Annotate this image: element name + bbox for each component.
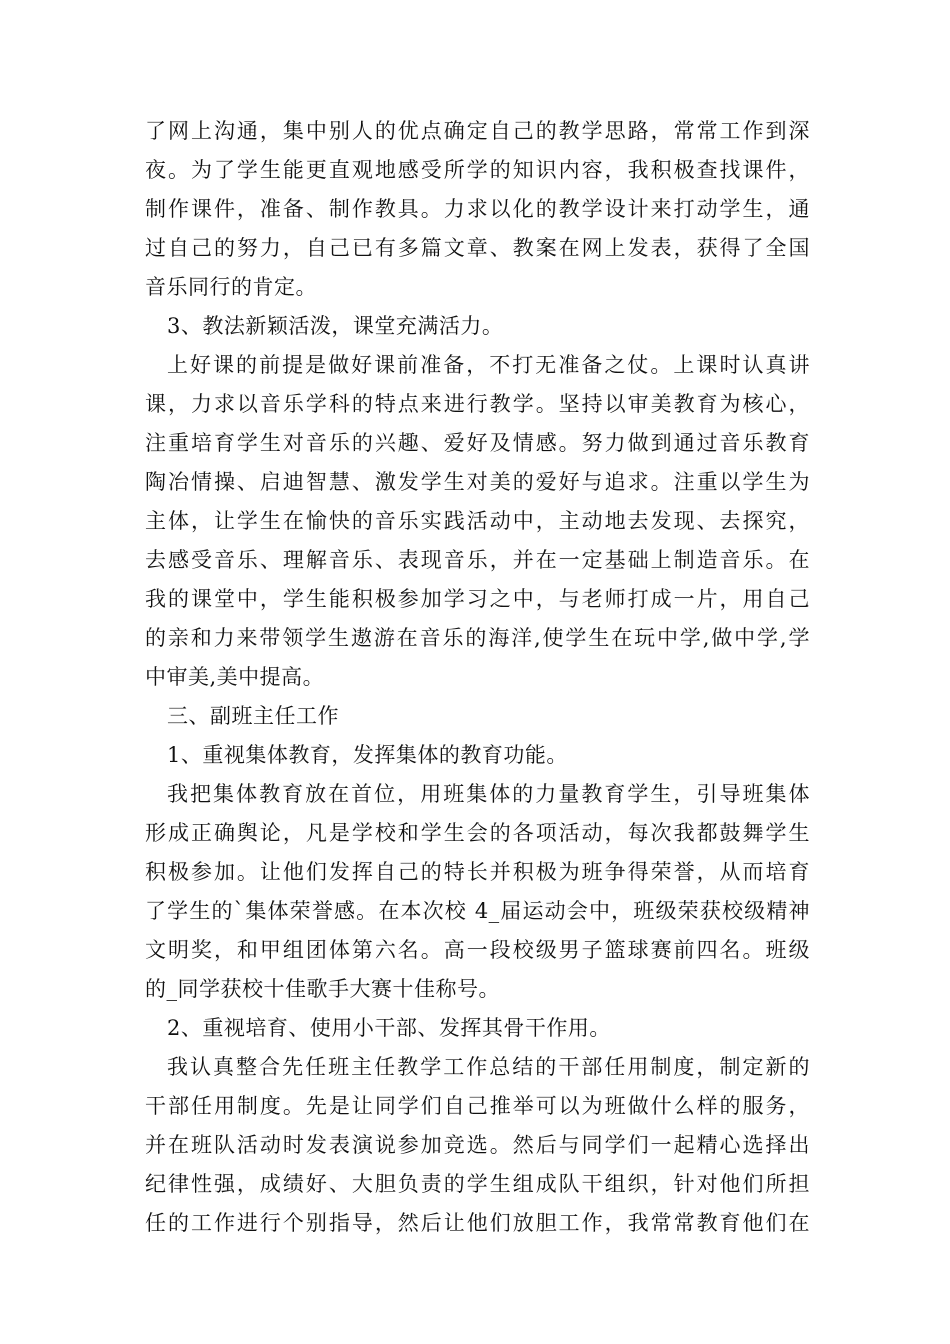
section-heading: 3、教法新颖活泼，课堂充满活力。 — [167, 314, 504, 338]
text-line: 纪律性强，成绩好、大胆负责的学生组成队干组织，针对他们所担 — [145, 1172, 810, 1196]
text-line: 我认真整合先任班主任教学工作总结的干部任用制度，制定新的 — [167, 1055, 810, 1079]
text-line: 陶冶情操、启迪智慧、激发学生对美的爱好与追求。注重以学生为 — [145, 470, 810, 494]
text-line: 注重培育学生对音乐的兴趣、爱好及情感。努力做到通过音乐教育 — [145, 431, 810, 455]
text-line: 文明奖，和甲组团体第六名。高一段校级男子篮球赛前四名。班级 — [145, 938, 810, 962]
text-line: 了学生的`集体荣誉感。在本次校 4_届运动会中，班级荣获校级精神 — [145, 899, 810, 923]
text-line: 我的课堂中，学生能积极参加学习之中，与老师打成一片，用自己 — [145, 587, 810, 611]
document-body — [145, 112, 810, 1243]
text-line: 夜。为了学生能更直观地感受所学的知识内容，我积极查找课件， — [145, 158, 810, 182]
text-line: 上好课的前提是做好课前准备，不打无准备之仗。上课时认真讲 — [167, 353, 810, 377]
text-line: 中审美,美中提高。 — [145, 665, 325, 689]
section-heading: 三、副班主任工作 — [167, 704, 339, 728]
text-line: 任的工作进行个别指导，然后让他们放胆工作，我常常教育他们在 — [145, 1211, 810, 1235]
text-line: 过自己的努力，自己已有多篇文章、教案在网上发表，获得了全国 — [145, 236, 810, 260]
text-line: 的亲和力来带领学生遨游在音乐的海洋,使学生在玩中学,做中学,学 — [145, 626, 810, 650]
text-line: 去感受音乐、理解音乐、表现音乐，并在一定基础上制造音乐。在 — [145, 548, 810, 572]
subsection-heading: 1、重视集体教育，发挥集体的教育功能。 — [167, 743, 568, 767]
text-line: 音乐同行的肯定。 — [145, 275, 317, 299]
text-line: 干部任用制度。先是让同学们自己推举可以为班做什么样的服务， — [145, 1094, 810, 1118]
text-line: 了网上沟通，集中别人的优点确定自己的教学思路，常常工作到深 — [145, 119, 810, 143]
text-line: 我把集体教育放在首位，用班集体的力量教育学生，引导班集体 — [167, 782, 810, 806]
subsection-heading: 2、重视培育、使用小干部、发挥其骨干作用。 — [167, 1016, 611, 1040]
text-line: 制作课件，准备、制作教具。力求以化的教学设计来打动学生，通 — [145, 197, 810, 221]
text-line: 积极参加。让他们发挥自己的特长并积极为班争得荣誉，从而培育 — [145, 860, 810, 884]
text-line: 主体，让学生在愉快的音乐实践活动中，主动地去发现、去探究， — [145, 509, 810, 533]
text-line: 的_同学获校十佳歌手大赛十佳称号。 — [145, 977, 500, 1001]
text-line: 形成正确舆论，凡是学校和学生会的各项活动，每次我都鼓舞学生 — [145, 821, 810, 845]
text-line: 并在班队活动时发表演说参加竞选。然后与同学们一起精心选择出 — [145, 1133, 810, 1157]
text-line: 课，力求以音乐学科的特点来进行教学。坚持以审美教育为核心， — [145, 392, 810, 416]
